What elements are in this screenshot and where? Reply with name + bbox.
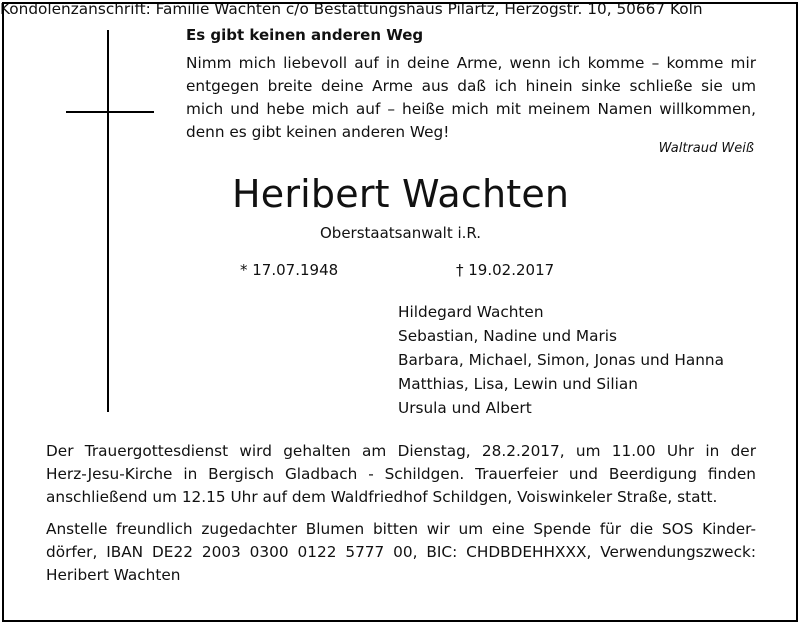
poem-line: denn es gibt keinen anderen Weg! [186,123,450,141]
service-paragraph [46,440,756,509]
service-line: anschließend um 12.15 Uhr auf dem Waldfriedhof Schildgen, Voiswinkeler Straße, statt. [46,488,718,506]
service-line: Herz-Jesu-Kirche in Bergisch Gladbach - Schildgen. Trauerfeier und Beerdigung finden [46,465,756,483]
poem-author: Waltraud Weiß [658,141,754,156]
family-member: Sebastian, Nadine und Maris [398,327,618,345]
poem-text [186,52,756,144]
family-list [398,300,724,420]
family-member: Ursula und Albert [398,399,532,417]
family-member: Matthias, Lisa, Lewin und Silian [398,375,638,393]
birth-date: * 17.07.1948 [240,261,339,279]
donation-line: Anstelle freundlich zugedachter Blumen bitten wir um eine Spende für die SOS Kinder- [46,520,756,538]
service-line: Der Trauergottesdienst wird gehalten am Dienstag, 28.2.2017, um 11.00 Uhr in der [46,442,756,460]
death-date: † 19.02.2017 [456,261,555,279]
donation-line: dörfer, IBAN DE22 2003 0300 0122 5777 00, BIC: CHDBDEHHXXX, Verwendungszweck: [46,543,756,561]
family-member: Barbara, Michael, Simon, Jonas und Hanna [398,351,724,369]
cross-icon [107,30,109,412]
donation-line: Heribert Wachten [46,566,181,584]
family-member: Hildegard Wachten [398,303,544,321]
deceased-name: Heribert Wachten [232,172,570,216]
poem-title: Es gibt keinen anderen Weg [186,26,424,44]
cross-icon-bar [66,111,154,113]
poem-line: mich und hebe mich auf – heiße mich mit meinem Namen willkommen, [186,100,756,118]
deceased-title: Oberstaatsanwalt i.R. [320,224,482,242]
condolence-address: Kondolenzanschrift: Familie Wachten c/o Bestattungshaus Pilartz, Herzogstr. 10, 50667 Köln [0,0,703,18]
poem-line: Nimm mich liebevoll auf in deine Arme, wenn ich komme – komme mir [186,54,756,72]
donation-paragraph [46,518,756,587]
poem-line: entgegen breite deine Arme aus daß ich hinein sinke schließe sie um [186,77,756,95]
